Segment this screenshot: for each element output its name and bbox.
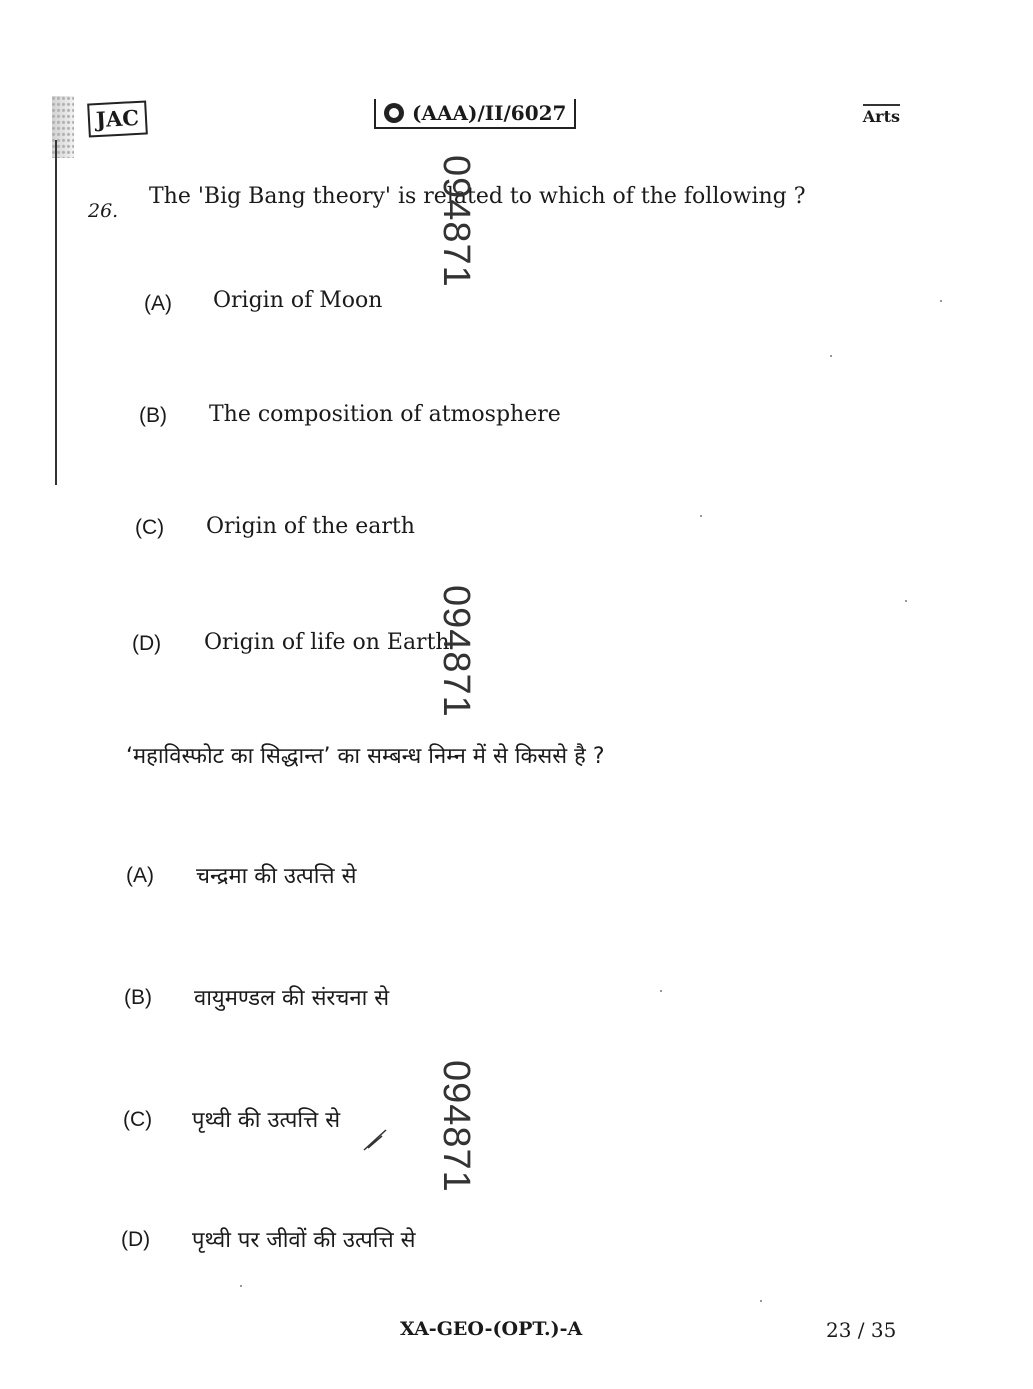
badge-icon: [384, 103, 404, 123]
option-en-d-text: Origin of life on Earth: [204, 630, 450, 655]
option-en-b-label: (B): [139, 404, 167, 427]
margin-rule: [55, 140, 57, 485]
scan-speck: [660, 990, 662, 992]
option-en-d-label: (D): [132, 632, 162, 655]
option-en-c-text: Origin of the earth: [206, 514, 415, 539]
scan-speck: [940, 300, 942, 302]
option-hi-d-text: पृथ्वी पर जीवों की उत्पत्ति से: [192, 1228, 416, 1253]
scan-speck: [760, 1300, 762, 1302]
question-text-en: The 'Big Bang theory' is related to which of the following ?: [149, 184, 806, 209]
option-hi-b-text: वायुमण्डल की संरचना से: [194, 986, 390, 1011]
question-number: 26.: [88, 200, 119, 222]
page-number: 23 / 35: [826, 1318, 897, 1342]
option-en-a-label: (A): [144, 292, 172, 315]
subject-code: XA-GEO-(OPT.)-A: [400, 1318, 583, 1340]
option-en-a-text: Origin of Moon: [213, 288, 383, 313]
scan-speck: [240, 1285, 242, 1287]
scan-speck: [700, 515, 702, 517]
option-en-b-text: The composition of atmosphere: [209, 402, 561, 427]
question-text-hi: ‘महाविस्फोट का सिद्धान्त’ का सम्बन्ध निम्न में से किससे है ?: [126, 744, 605, 769]
option-hi-c-label: (C): [123, 1108, 153, 1131]
serial-stamp-2: 094871: [435, 585, 477, 718]
serial-stamp-1: 094871: [435, 155, 477, 288]
paper-code-box: [374, 99, 576, 129]
paper-code: (AAA)/II/6027: [412, 101, 567, 125]
option-en-c-label: (C): [135, 516, 165, 539]
option-hi-c-text: पृथ्वी की उत्पत्ति से: [192, 1108, 341, 1133]
scan-speck: [905, 600, 907, 602]
board-label: JAC: [87, 100, 148, 137]
stream-label: Arts: [863, 104, 900, 128]
option-hi-a-text: चन्द्रमा की उत्पत्ति से: [196, 864, 357, 889]
option-hi-d-label: (D): [121, 1228, 151, 1251]
scan-speck: [830, 355, 832, 357]
pen-mark: [360, 1124, 390, 1154]
option-hi-a-label: (A): [126, 864, 154, 887]
serial-stamp-3: 094871: [435, 1060, 477, 1193]
option-hi-b-label: (B): [124, 986, 152, 1009]
